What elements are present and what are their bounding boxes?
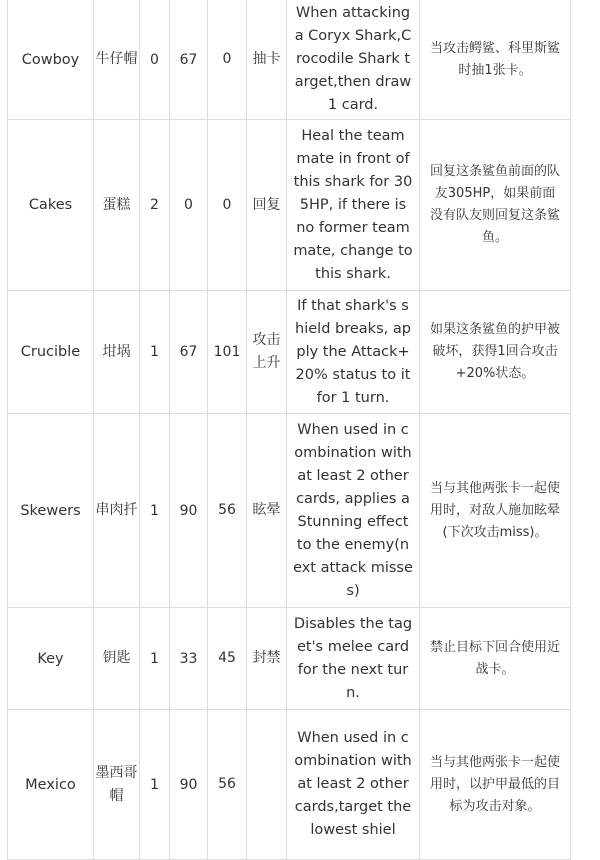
cost-cell: 1 (140, 710, 170, 860)
cost-cell: 1 (140, 291, 170, 414)
effect-cell: 攻击上升 (247, 291, 287, 414)
defense-cell: 56 (208, 710, 247, 860)
effect-cell: 眩晕 (247, 414, 287, 608)
card-table (7, 0, 571, 860)
defense-cell: 0 (208, 0, 247, 120)
english-description-cell: Disables the taget's melee card for the next turn. (287, 608, 420, 710)
chinese-description-cell: 当攻击鳄鲨、科里斯鲨时抽1张卡。 (420, 0, 571, 120)
chinese-description-cell: 禁止目标下回合使用近战卡。 (420, 608, 571, 710)
effect-cell (247, 710, 287, 860)
table-row (8, 0, 571, 120)
english-description-cell: When attacking a Coryx Shark,Crocodile Shark target,then draw 1 card. (287, 0, 420, 120)
defense-cell: 0 (208, 120, 247, 291)
chinese-description-cell: 回复这条鲨鱼前面的队友305HP，如果前面没有队友则回复这条鲨鱼。 (420, 120, 571, 291)
card-name-cell: Cowboy (8, 0, 94, 120)
card-cn-name-cell: 钥匙 (94, 608, 140, 710)
attack-cell: 67 (170, 0, 208, 120)
card-name-cell: Skewers (8, 414, 94, 608)
card-name-cell: Key (8, 608, 94, 710)
card-name-cell: Cakes (8, 120, 94, 291)
card-cn-name-cell: 牛仔帽 (94, 0, 140, 120)
cost-cell: 1 (140, 608, 170, 710)
attack-cell: 0 (170, 120, 208, 291)
table-row (8, 120, 571, 291)
chinese-description-cell: 当与其他两张卡一起使用时，对敌人施加眩晕(下次攻击miss)。 (420, 414, 571, 608)
cost-cell: 0 (140, 0, 170, 120)
table-row (8, 710, 571, 860)
card-cn-name-cell: 坩埚 (94, 291, 140, 414)
attack-cell: 33 (170, 608, 208, 710)
card-name-cell: Crucible (8, 291, 94, 414)
table-row (8, 414, 571, 608)
card-cn-name-cell: 串肉扦 (94, 414, 140, 608)
effect-cell: 抽卡 (247, 0, 287, 120)
english-description-cell: When used in combination with at least 2 other cards, applies a Stunning effect to the enemy(next attack misses) (287, 414, 420, 608)
card-cn-name-cell: 墨西哥帽 (94, 710, 140, 860)
english-description-cell: If that shark's shield breaks, apply the Attack+20% status to it for 1 turn. (287, 291, 420, 414)
cost-cell: 2 (140, 120, 170, 291)
card-cn-name-cell: 蛋糕 (94, 120, 140, 291)
english-description-cell: When used in combination with at least 2 other cards,target the lowest shiel (287, 710, 420, 860)
table-row (8, 291, 571, 414)
card-name-cell: Mexico (8, 710, 94, 860)
defense-cell: 56 (208, 414, 247, 608)
attack-cell: 90 (170, 414, 208, 608)
effect-cell: 回复 (247, 120, 287, 291)
table-row (8, 608, 571, 710)
cost-cell: 1 (140, 414, 170, 608)
attack-cell: 67 (170, 291, 208, 414)
effect-cell: 封禁 (247, 608, 287, 710)
defense-cell: 101 (208, 291, 247, 414)
english-description-cell: Heal the team mate in front of this shark for 305HP, if there is no former team mate, change to this shark. (287, 120, 420, 291)
chinese-description-cell: 如果这条鲨鱼的护甲被破坏，获得1回合攻击+20%状态。 (420, 291, 571, 414)
defense-cell: 45 (208, 608, 247, 710)
attack-cell: 90 (170, 710, 208, 860)
chinese-description-cell: 当与其他两张卡一起使用时，以护甲最低的目标为攻击对象。 (420, 710, 571, 860)
